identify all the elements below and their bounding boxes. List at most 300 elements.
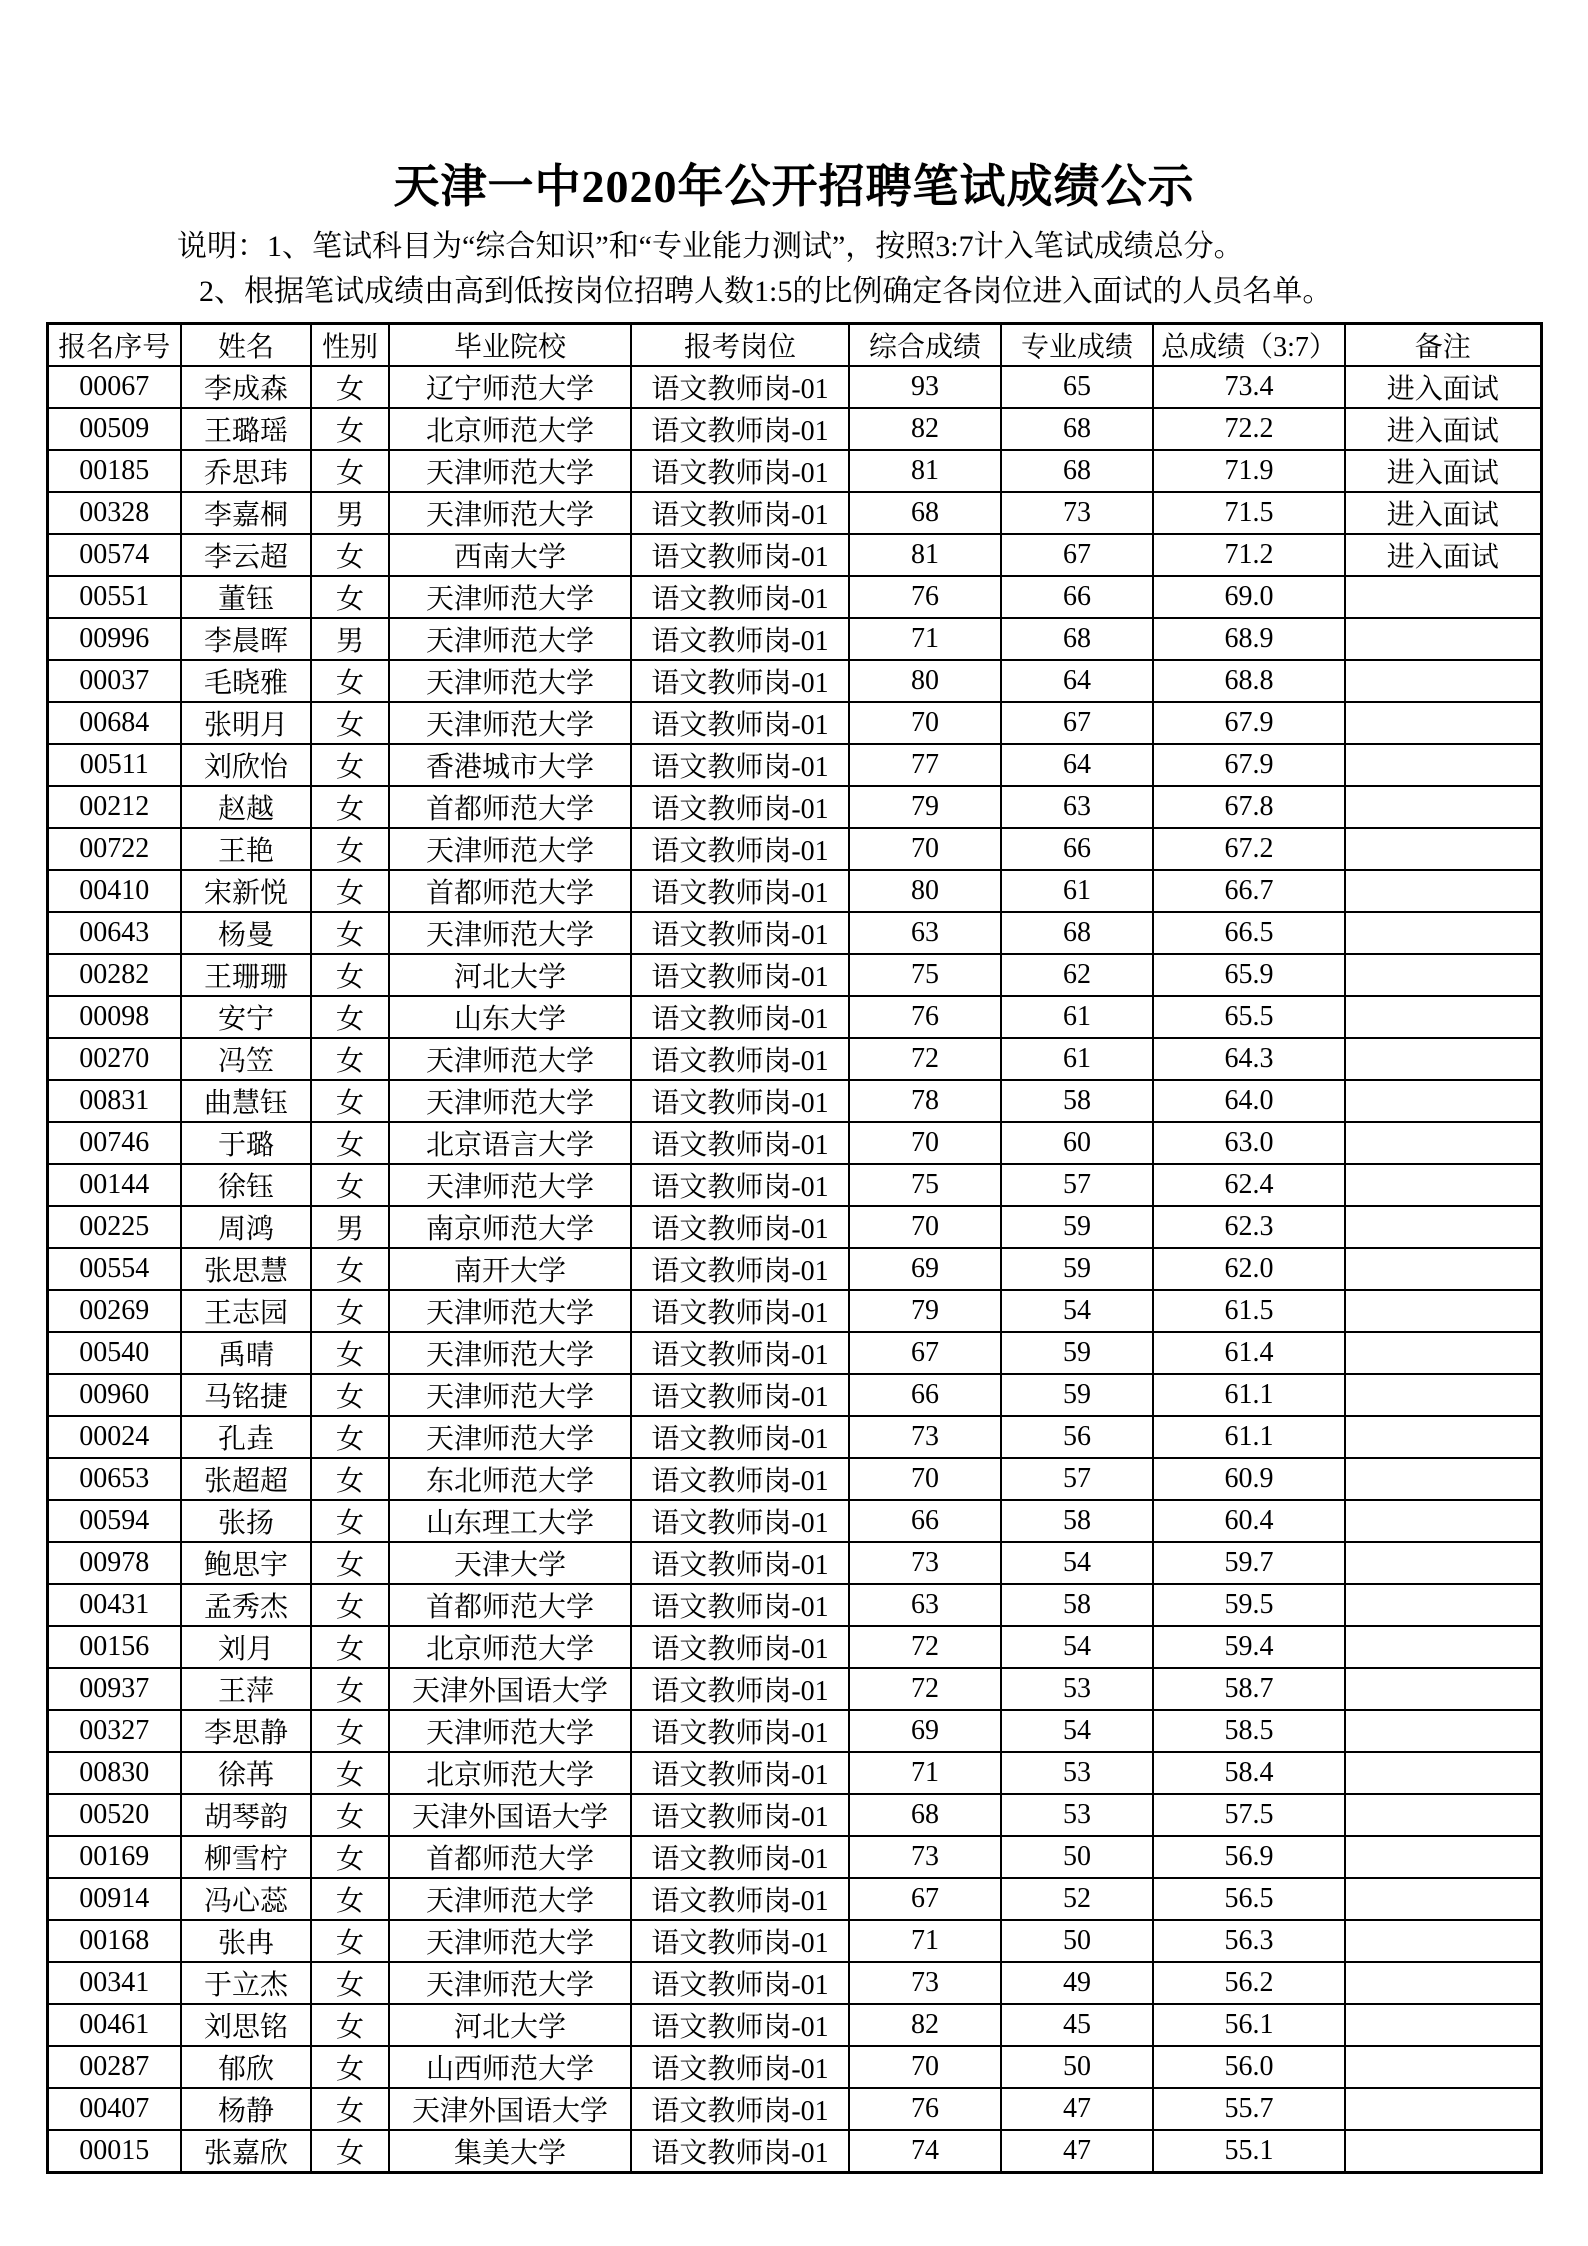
table-cell: 64.0 [1153,1080,1345,1122]
table-row [47,1542,1541,1584]
table-cell: 75 [849,1164,1001,1206]
table-cell: 语文教师岗-01 [631,744,849,786]
table-cell: 00407 [47,2088,181,2130]
table-cell: 00067 [47,366,181,408]
table-cell: 天津外国语大学 [389,1794,631,1836]
table-row [47,366,1541,408]
table-row [47,1038,1541,1080]
table-cell: 进入面试 [1345,366,1541,408]
page-title: 天津一中2020年公开招聘笔试成绩公示 [393,161,1195,212]
table-cell: 79 [849,786,1001,828]
table-cell: 山西师范大学 [389,2046,631,2088]
table-cell: 56 [1001,1416,1153,1458]
table-cell: 62.3 [1153,1206,1345,1248]
table-cell: 00830 [47,1752,181,1794]
table-cell: 徐钰 [181,1164,311,1206]
table-cell: 进入面试 [1345,534,1541,576]
table-cell: 女 [311,702,389,744]
table-cell: 58 [1001,1080,1153,1122]
table-cell: 93 [849,366,1001,408]
table-cell: 68 [849,1794,1001,1836]
table-cell: 56.0 [1153,2046,1345,2088]
table-cell: 00574 [47,534,181,576]
notes-block [47,224,1541,314]
table-cell: 于立杰 [181,1962,311,2004]
table-cell: 58.4 [1153,1752,1345,1794]
table-cell: 周鸿 [181,1206,311,1248]
table-cell: 80 [849,660,1001,702]
table-cell: 天津外国语大学 [389,2088,631,2130]
table-row [47,1668,1541,1710]
table-row [47,1458,1541,1500]
table-cell: 62.4 [1153,1164,1345,1206]
table-row [47,954,1541,996]
table-cell: 72.2 [1153,408,1345,450]
table-cell: 男 [311,1206,389,1248]
table-row [47,576,1541,618]
table-cell: 00937 [47,1668,181,1710]
table-row [47,702,1541,744]
table-cell: 语文教师岗-01 [631,2046,849,2088]
column-header: 性别 [311,324,389,367]
table-cell: 首都师范大学 [389,786,631,828]
table-cell: 孔垚 [181,1416,311,1458]
table-cell: 女 [311,1710,389,1752]
table-cell [1345,786,1541,828]
table-cell [1345,1626,1541,1668]
table-cell: 语文教师岗-01 [631,1080,849,1122]
column-header: 备注 [1345,324,1541,367]
table-cell: 女 [311,954,389,996]
table-row [47,1290,1541,1332]
table-cell: 52 [1001,1878,1153,1920]
table-cell: 74 [849,2130,1001,2173]
table-cell: 张明月 [181,702,311,744]
table-cell: 王艳 [181,828,311,870]
table-cell: 天津师范大学 [389,492,631,534]
table-row [47,744,1541,786]
table-row [47,1416,1541,1458]
table-cell: 进入面试 [1345,450,1541,492]
table-cell: 语文教师岗-01 [631,618,849,660]
table-cell: 李云超 [181,534,311,576]
table-cell: 语文教师岗-01 [631,1836,849,1878]
table-cell: 语文教师岗-01 [631,1290,849,1332]
table-cell: 天津师范大学 [389,1878,631,1920]
table-cell: 68 [1001,450,1153,492]
table-cell: 71 [849,1920,1001,1962]
table-cell: 00684 [47,702,181,744]
table-cell: 61.5 [1153,1290,1345,1332]
table-cell: 天津师范大学 [389,912,631,954]
table-cell: 66.7 [1153,870,1345,912]
table-cell: 王珊珊 [181,954,311,996]
table-cell: 64 [1001,660,1153,702]
table-cell: 语文教师岗-01 [631,1752,849,1794]
table-cell: 00722 [47,828,181,870]
table-cell [1345,660,1541,702]
table-cell [1345,1164,1541,1206]
table-cell: 女 [311,1080,389,1122]
table-cell: 47 [1001,2130,1153,2173]
table-cell: 68 [1001,618,1153,660]
table-cell: 语文教师岗-01 [631,912,849,954]
table-row [47,1374,1541,1416]
table-cell [1345,1290,1541,1332]
table-cell: 乔思玮 [181,450,311,492]
table-cell: 女 [311,996,389,1038]
table-cell: 天津师范大学 [389,1962,631,2004]
table-cell: 61.1 [1153,1416,1345,1458]
table-cell: 62.0 [1153,1248,1345,1290]
table-cell: 女 [311,2088,389,2130]
table-row [47,786,1541,828]
table-cell: 80 [849,870,1001,912]
table-cell: 69.0 [1153,576,1345,618]
table-cell: 语文教师岗-01 [631,1794,849,1836]
table-cell: 杨静 [181,2088,311,2130]
table-cell: 语文教师岗-01 [631,828,849,870]
table-cell [1345,1962,1541,2004]
table-cell: 00554 [47,1248,181,1290]
table-cell [1345,744,1541,786]
table-cell [1345,1752,1541,1794]
table-cell: 00328 [47,492,181,534]
table-cell: 68 [1001,408,1153,450]
table-cell: 赵越 [181,786,311,828]
table-cell: 68 [1001,912,1153,954]
table-cell: 李嘉桐 [181,492,311,534]
table-cell: 63.0 [1153,1122,1345,1164]
table-cell: 76 [849,996,1001,1038]
table-cell: 徐苒 [181,1752,311,1794]
table-cell: 女 [311,1332,389,1374]
table-cell: 鲍思宇 [181,1542,311,1584]
table-cell: 语文教师岗-01 [631,1038,849,1080]
table-cell: 语文教师岗-01 [631,870,849,912]
table-cell: 山东理工大学 [389,1500,631,1542]
note-line-1: 说明：1、笔试科目为“综合知识”和“专业能力测试”，按照3:7计入笔试成绩总分。 [177,230,1244,263]
table-row [47,2088,1541,2130]
table-cell: 天津外国语大学 [389,1668,631,1710]
table-cell: 00144 [47,1164,181,1206]
table-cell [1345,1542,1541,1584]
table-cell: 00978 [47,1542,181,1584]
table-row [47,1248,1541,1290]
table-cell: 天津师范大学 [389,618,631,660]
table-cell [1345,1500,1541,1542]
table-cell: 71 [849,1752,1001,1794]
table-cell: 女 [311,1878,389,1920]
table-cell: 天津师范大学 [389,1038,631,1080]
table-cell: 50 [1001,1836,1153,1878]
table-cell: 00653 [47,1458,181,1500]
table-cell: 00594 [47,1500,181,1542]
table-cell: 语文教师岗-01 [631,2130,849,2173]
table-cell: 天津师范大学 [389,450,631,492]
table-cell: 语文教师岗-01 [631,534,849,576]
table-cell: 天津师范大学 [389,1332,631,1374]
table-cell [1345,2046,1541,2088]
column-header: 姓名 [181,324,311,367]
table-cell: 天津师范大学 [389,576,631,618]
table-cell: 西南大学 [389,534,631,576]
table-cell: 58 [1001,1500,1153,1542]
table-cell: 语文教师岗-01 [631,1878,849,1920]
table-cell: 东北师范大学 [389,1458,631,1500]
table-cell: 冯笠 [181,1038,311,1080]
table-cell: 49 [1001,1962,1153,2004]
table-row [47,2130,1541,2173]
table-cell: 语文教师岗-01 [631,1500,849,1542]
table-cell: 64 [1001,744,1153,786]
table-cell: 58.5 [1153,1710,1345,1752]
table-cell: 语文教师岗-01 [631,366,849,408]
table-cell: 女 [311,2046,389,2088]
table-cell: 72 [849,1038,1001,1080]
table-cell [1345,828,1541,870]
table-cell: 76 [849,576,1001,618]
table-cell [1345,1878,1541,1920]
table-cell: 女 [311,1626,389,1668]
table-cell: 刘思铭 [181,2004,311,2046]
table-cell [1345,702,1541,744]
table-cell: 65.5 [1153,996,1345,1038]
table-cell: 语文教师岗-01 [631,996,849,1038]
table-cell: 冯心蕊 [181,1878,311,1920]
table-row [47,450,1541,492]
table-cell: 56.1 [1153,2004,1345,2046]
table-cell: 语文教师岗-01 [631,1206,849,1248]
table-cell: 59 [1001,1248,1153,1290]
table-cell: 69 [849,1248,1001,1290]
table-cell: 54 [1001,1290,1153,1332]
table-cell: 71 [849,618,1001,660]
table-cell: 语文教师岗-01 [631,1122,849,1164]
table-row [47,1710,1541,1752]
table-cell [1345,996,1541,1038]
table-cell: 56.9 [1153,1836,1345,1878]
table-cell: 女 [311,576,389,618]
table-cell: 62 [1001,954,1153,996]
table-cell: 女 [311,828,389,870]
table-cell: 67.9 [1153,744,1345,786]
table-cell: 张扬 [181,1500,311,1542]
table-cell: 语文教师岗-01 [631,1710,849,1752]
table-cell: 女 [311,2004,389,2046]
table-cell [1345,1710,1541,1752]
table-cell: 语文教师岗-01 [631,1542,849,1584]
table-cell: 刘月 [181,1626,311,1668]
table-cell: 天津师范大学 [389,702,631,744]
table-cell: 香港城市大学 [389,744,631,786]
table-cell: 59 [1001,1374,1153,1416]
table-row [47,870,1541,912]
table-cell: 71.2 [1153,534,1345,576]
table-cell: 73 [849,1416,1001,1458]
table-cell: 00540 [47,1332,181,1374]
column-header: 综合成绩 [849,324,1001,367]
table-cell: 语文教师岗-01 [631,1164,849,1206]
table-cell: 语文教师岗-01 [631,702,849,744]
table-cell: 马铭捷 [181,1374,311,1416]
table-cell: 59 [1001,1332,1153,1374]
table-cell: 70 [849,828,1001,870]
column-header: 专业成绩 [1001,324,1153,367]
table-cell [1345,1836,1541,1878]
table-cell: 首都师范大学 [389,1584,631,1626]
table-cell: 00024 [47,1416,181,1458]
table-cell: 00327 [47,1710,181,1752]
table-cell: 50 [1001,2046,1153,2088]
table-row [47,1626,1541,1668]
table-row [47,1752,1541,1794]
table-cell: 63 [1001,786,1153,828]
table-cell [1345,1374,1541,1416]
table-cell: 57.5 [1153,1794,1345,1836]
table-row [47,1206,1541,1248]
table-cell: 82 [849,408,1001,450]
table-cell: 天津师范大学 [389,1164,631,1206]
table-cell: 70 [849,702,1001,744]
table-cell: 73 [849,1836,1001,1878]
table-cell: 首都师范大学 [389,870,631,912]
table-cell: 进入面试 [1345,408,1541,450]
table-cell [1345,1584,1541,1626]
table-cell: 71.9 [1153,450,1345,492]
table-cell: 66 [1001,576,1153,618]
table-cell: 河北大学 [389,954,631,996]
table-row [47,1584,1541,1626]
table-cell: 66 [1001,828,1153,870]
table-cell: 00270 [47,1038,181,1080]
table-cell: 59.5 [1153,1584,1345,1626]
table-cell [1345,912,1541,954]
table-cell: 58.7 [1153,1668,1345,1710]
table-cell: 70 [849,1122,1001,1164]
table-cell: 81 [849,534,1001,576]
table-cell: 进入面试 [1345,492,1541,534]
table-cell: 56.3 [1153,1920,1345,1962]
table-cell: 于璐 [181,1122,311,1164]
table-cell: 00098 [47,996,181,1038]
table-cell [1345,1206,1541,1248]
table-cell: 杨曼 [181,912,311,954]
table-cell [1345,1122,1541,1164]
table-cell: 北京师范大学 [389,1752,631,1794]
table-cell: 女 [311,1164,389,1206]
table-cell: 00996 [47,618,181,660]
table-cell: 天津师范大学 [389,660,631,702]
table-row [47,1962,1541,2004]
table-cell: 集美大学 [389,2130,631,2173]
column-header: 毕业院校 [389,324,631,367]
table-cell: 天津师范大学 [389,828,631,870]
table-cell: 女 [311,1122,389,1164]
table-cell: 54 [1001,1542,1153,1584]
table-cell: 女 [311,1836,389,1878]
table-cell: 81 [849,450,1001,492]
table-cell: 张嘉欣 [181,2130,311,2173]
table-cell: 女 [311,1416,389,1458]
table-cell: 00509 [47,408,181,450]
column-header: 报考岗位 [631,324,849,367]
table-cell [1345,618,1541,660]
table-cell: 语文教师岗-01 [631,1374,849,1416]
table-cell: 76 [849,2088,1001,2130]
table-cell: 77 [849,744,1001,786]
table-cell: 55.1 [1153,2130,1345,2173]
table-cell: 00169 [47,1836,181,1878]
table-cell [1345,1920,1541,1962]
table-cell: 女 [311,1962,389,2004]
table-cell: 00341 [47,1962,181,2004]
table-cell: 董钰 [181,576,311,618]
table-cell: 男 [311,618,389,660]
table-row [47,828,1541,870]
table-body [47,366,1541,2173]
table-cell: 47 [1001,2088,1153,2130]
table-row [47,996,1541,1038]
table-cell: 67.2 [1153,828,1345,870]
table-cell [1345,1248,1541,1290]
table-cell: 首都师范大学 [389,1836,631,1878]
table-cell: 女 [311,1920,389,1962]
table-cell: 78 [849,1080,1001,1122]
results-table [46,322,1543,2174]
table-cell: 山东大学 [389,996,631,1038]
table-cell: 00225 [47,1206,181,1248]
table-cell: 00520 [47,1794,181,1836]
table-cell: 天津大学 [389,1542,631,1584]
table-header-row [47,324,1541,367]
table-cell: 语文教师岗-01 [631,408,849,450]
table-cell: 00914 [47,1878,181,1920]
table-cell: 63 [849,1584,1001,1626]
table-cell: 女 [311,2130,389,2173]
table-cell: 00015 [47,2130,181,2173]
table-cell [1345,1668,1541,1710]
table-cell: 语文教师岗-01 [631,576,849,618]
table-cell: 45 [1001,2004,1153,2046]
table-cell: 女 [311,1542,389,1584]
table-cell: 00185 [47,450,181,492]
table-cell: 72 [849,1668,1001,1710]
table-cell: 57 [1001,1458,1153,1500]
table-cell: 南开大学 [389,1248,631,1290]
table-cell: 天津师范大学 [389,1290,631,1332]
table-cell [1345,1038,1541,1080]
table-cell: 67.9 [1153,702,1345,744]
table-cell: 00511 [47,744,181,786]
table-cell: 辽宁师范大学 [389,366,631,408]
table-cell: 68.8 [1153,660,1345,702]
table-cell: 55.7 [1153,2088,1345,2130]
table-cell: 53 [1001,1752,1153,1794]
table-cell: 65.9 [1153,954,1345,996]
table-cell: 00282 [47,954,181,996]
table-cell: 语文教师岗-01 [631,450,849,492]
table-cell: 语文教师岗-01 [631,1962,849,2004]
table-cell: 李晨晖 [181,618,311,660]
table-cell: 59 [1001,1206,1153,1248]
table-cell: 女 [311,408,389,450]
column-header: 报名序号 [47,324,181,367]
table-cell [1345,576,1541,618]
table-cell: 00643 [47,912,181,954]
table-cell: 女 [311,1038,389,1080]
table-cell: 73 [849,1962,1001,2004]
